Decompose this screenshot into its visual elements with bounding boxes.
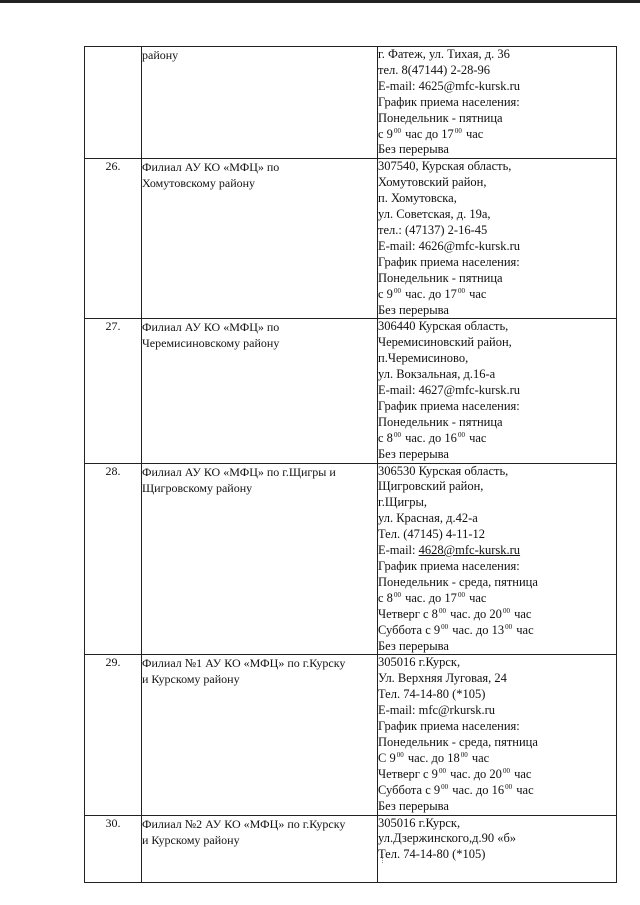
address-line: График приема населения: [378,719,520,734]
branch-name-line: Филиал АУ КО «МФЦ» по г.Щигры и [142,464,336,479]
branch-name-cell [142,655,378,815]
schedule-text: Четверг с 8 [378,606,438,621]
branch-name-line: Черемисиновскому району [142,336,280,351]
schedule-text: час. до 17 [401,590,457,605]
branch-name-cell [142,159,378,319]
email-link[interactable]: 4628@mfc-kursk.ru [418,543,521,558]
schedule-text: час [462,126,484,141]
address-line: г. Фатеж, ул. Тихая, д. 36 [378,47,510,61]
schedule-text: час. до 13 [449,622,505,637]
address-line: Щигровский район, [378,479,484,494]
schedule-text: час [465,286,487,301]
address-line: E-mail: 4627@mfc-kursk.ru [378,383,521,398]
scan-artifact [382,849,384,863]
branch-name-line: Филиал АУ КО «МФЦ» по [142,320,280,335]
schedule-text: час [510,766,532,781]
address-line [378,783,616,799]
address-line: График приема населения: [378,559,520,573]
address-line: 305016 г.Курск, [378,815,461,830]
schedule-text: час. до 17 [401,286,457,301]
branch-name-line: Филиал №1 АУ КО «МФЦ» по г.Курску [142,656,346,671]
schedule-text: с 9 [378,126,393,141]
address-line: 306440 Курская область, [378,319,509,334]
row-number: 27. [85,319,142,463]
address-line: График приема населения: [378,398,520,413]
address-contacts-cell [378,655,617,815]
branch-name-cell [142,463,378,655]
row-number [85,47,142,159]
address-line: Без перерыва [378,302,449,317]
branch-name-cell [142,319,378,463]
row-number: 26. [85,159,142,319]
time-minutes: 00 [393,430,401,439]
address-line: Без перерыва [378,638,449,653]
schedule-text: с 9 [378,286,393,301]
schedule-text: час [465,590,487,605]
schedule-text: час [468,750,490,765]
time-minutes: 00 [454,126,462,135]
mfc-branches-table [84,46,617,883]
time-minutes: 00 [441,782,449,791]
address-line: График приема населения: [378,94,520,109]
time-minutes: 00 [502,766,510,775]
time-minutes: 00 [505,782,513,791]
time-minutes: 00 [457,430,465,439]
address-line: 306530 Курская область, [378,463,509,478]
address-line [378,127,616,143]
address-line: 305016 г.Курск, [378,655,461,670]
table-row [85,655,617,815]
time-minutes: 00 [505,622,513,631]
schedule-text: Суббота с 9 [378,782,441,797]
time-minutes: 00 [438,606,446,615]
address-line [378,751,616,767]
address-line: Понедельник - пятница [378,110,503,125]
address-line: E-mail: 4626@mfc-kursk.ru [378,238,521,253]
address-line: ул. Советская, д. 19а, [378,207,491,222]
address-contacts-cell [378,47,617,159]
row-number: 28. [85,463,142,655]
time-minutes: 00 [393,126,401,135]
address-line: Без перерыва [378,142,449,157]
address-contacts-cell [378,815,617,882]
schedule-text: час. до 20 [446,606,502,621]
branch-name-cell [142,47,378,159]
branch-name-cell [142,815,378,882]
address-line: Тел. 74-14-80 (*105) [378,847,486,862]
time-minutes: 00 [441,622,449,631]
branch-name-line: и Курскому району [142,832,240,847]
branch-name-line: Щигровскому району [142,480,253,495]
address-line: п. Хомутовска, [378,191,457,206]
address-line: Ул. Верхняя Луговая, 24 [378,671,507,686]
address-line: 307540, Курская область, [378,159,512,174]
branch-name-line: Филиал №2 АУ КО «МФЦ» по г.Курску [142,816,346,831]
time-minutes: 00 [396,750,404,759]
schedule-text: час [510,606,532,621]
address-line [378,431,616,447]
table-row [85,319,617,463]
address-line: Тел. (47145) 4-11-12 [378,527,486,542]
time-minutes: 00 [438,766,446,775]
address-line [378,591,616,607]
table-row [85,815,617,882]
schedule-text: час. до 20 [446,766,502,781]
schedule-text: С 9 [378,750,396,765]
email-label: E-mail: [378,543,419,558]
address-contacts-cell [378,159,617,319]
scan-top-edge [0,0,640,3]
address-line: ул. Вокзальная, д.16-а [378,367,496,382]
address-line: Понедельник - среда, пятница [378,574,538,589]
address-line: E-mail: 4625@mfc-kursk.ru [378,78,521,93]
table-row [85,47,617,159]
schedule-text: час. до 16 [449,782,505,797]
address-line: Понедельник - пятница [378,270,503,285]
time-minutes: 00 [393,590,401,599]
address-line: Понедельник - пятница [378,414,503,429]
schedule-text: Суббота с 9 [378,622,441,637]
address-line: ул. Красная, д.42-а [378,511,478,526]
address-line: г.Щигры, [378,495,428,510]
address-line: Тел. 74-14-80 (*105) [378,687,486,702]
schedule-text: с 8 [378,590,393,605]
branch-name-line: Филиал АУ КО «МФЦ» по [142,160,280,175]
schedule-text: час. до 16 [401,430,457,445]
table-row [85,159,617,319]
address-line [378,607,616,623]
address-contacts-cell [378,319,617,463]
address-line: Понедельник - среда, пятница [378,734,538,749]
address-line: E-mail: mfc@rkursk.ru [378,703,496,718]
address-line: п.Черемисиново, [378,351,469,366]
table-body [85,47,617,883]
schedule-text: час [465,430,487,445]
branch-name-line: и Курскому району [142,672,240,687]
address-line: Без перерыва [378,798,449,813]
address-line: тел. 8(47144) 2-28-96 [378,62,491,77]
schedule-text: час [513,622,534,637]
schedule-text: с 8 [378,430,393,445]
time-minutes: 00 [393,286,401,295]
branch-name-line: району [142,48,179,62]
time-minutes: 00 [502,606,510,615]
address-line: ул.Дзержинского,д.90 «б» [378,831,517,846]
schedule-text: час до 17 [401,126,454,141]
address-line: Черемисиновский район, [378,335,512,350]
branch-name-line: Хомутовскому району [142,176,256,191]
row-number: 29. [85,655,142,815]
schedule-text: час [513,782,534,797]
schedule-text: час. до 18 [404,750,460,765]
address-line [378,543,616,559]
table-row [85,463,617,655]
address-line: тел.: (47137) 2-16-45 [378,222,488,237]
schedule-text: Четверг с 9 [378,766,438,781]
address-line [378,287,616,303]
address-line: Без перерыва [378,446,449,461]
time-minutes: 00 [460,750,468,759]
address-line [378,767,616,783]
address-line: График приема населения: [378,254,520,269]
time-minutes: 00 [457,286,465,295]
address-contacts-cell [378,463,617,655]
address-line: Хомутовский район, [378,175,487,190]
address-line [378,623,616,639]
time-minutes: 00 [457,590,465,599]
row-number: 30. [85,815,142,882]
